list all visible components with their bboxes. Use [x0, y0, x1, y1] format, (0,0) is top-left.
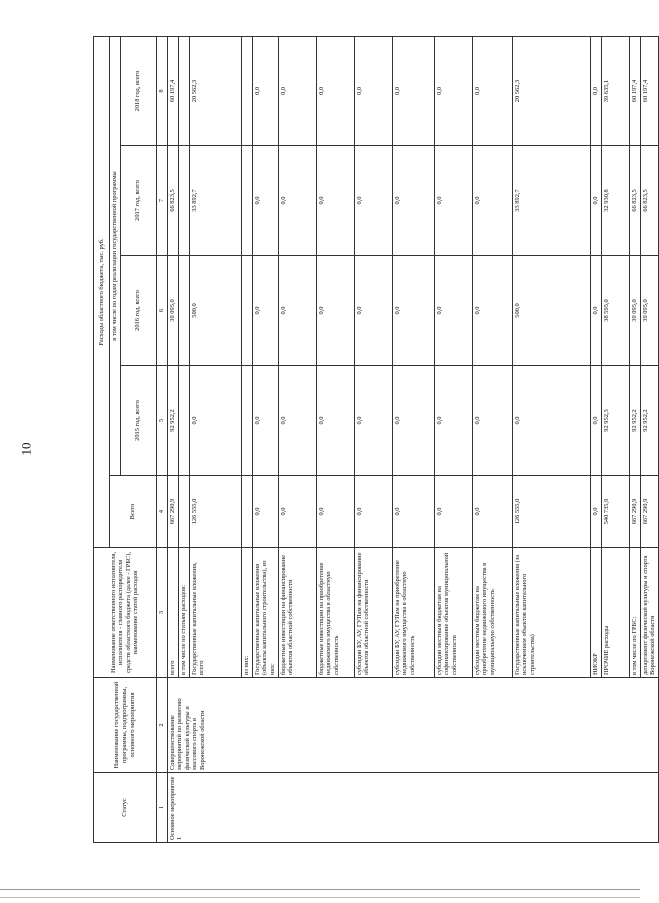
row-2018: 60 197,4 — [640, 36, 658, 145]
table-row — [167, 36, 178, 842]
column-numbers-row — [156, 36, 167, 842]
row-total: 0,0 — [434, 476, 472, 548]
page-number: 10 — [18, 442, 34, 456]
header-total: Всего — [110, 476, 157, 548]
row-2015: 0,0 — [590, 366, 601, 476]
row-2015: 0,0 — [189, 366, 241, 476]
row-2016: 500,0 — [189, 256, 241, 366]
row-2015: 92 952,3 — [601, 366, 629, 476]
row-name: субсидии местным бюджетам на софинансирование объектов муниципальной собственности — [434, 548, 472, 678]
row-2017: 66 823,5 — [629, 146, 640, 256]
row-2016: 38 595,0 — [601, 256, 629, 366]
row-2018: 60 197,4 — [629, 36, 640, 145]
row-2017: 32 930,8 — [601, 146, 629, 256]
row-2017 — [241, 146, 252, 256]
row-2015: 92 952,2 — [629, 366, 640, 476]
column-number: 1 — [156, 773, 167, 843]
header-program-name: Наименование государственной программы, подпрограммы, основного мероприятия — [94, 678, 157, 773]
row-2017: 0,0 — [278, 146, 316, 256]
row-2016: 0,0 — [434, 256, 472, 366]
row-2018: 0,0 — [316, 36, 354, 145]
column-number: 6 — [156, 256, 167, 366]
row-name: субсидии местным бюджетам на приобретение недвижимого имущества в муниципальную собственность — [472, 548, 512, 678]
scan-edge-line — [0, 897, 640, 898]
status-cell: Основное мероприятие 1 — [167, 773, 658, 843]
row-2017: 0,0 — [472, 146, 512, 256]
column-number: 2 — [156, 678, 167, 773]
row-2017: 0,0 — [434, 146, 472, 256]
row-total: 0,0 — [252, 476, 278, 548]
row-name: бюджетные инвестиции на финансирование объектов областной собственности — [278, 548, 316, 678]
scan-edge-line — [0, 889, 640, 890]
row-2018: 0,0 — [252, 36, 278, 145]
row-2018 — [241, 36, 252, 145]
row-2015 — [241, 366, 252, 476]
row-2016: 0,0 — [278, 256, 316, 366]
rotated-table-container — [93, 37, 657, 843]
row-total: 667 290,9 — [167, 476, 178, 548]
row-2015: 0,0 — [354, 366, 392, 476]
budget-table — [93, 36, 659, 843]
row-2016: 39 095,0 — [167, 256, 178, 366]
row-2018: 39 635,1 — [601, 36, 629, 145]
row-total: 0,0 — [278, 476, 316, 548]
row-2016: 39 095,0 — [629, 256, 640, 366]
column-number: 4 — [156, 476, 167, 548]
row-2018: 20 562,3 — [512, 36, 590, 145]
row-name: бюджетные инвестиции на приобретение недвижимого имущества в областную собственность — [316, 548, 354, 678]
row-2017: 0,0 — [392, 146, 434, 256]
header-status: Статус — [94, 773, 157, 843]
row-name: ПРОЧИЕ расходы — [601, 548, 629, 678]
row-name: департамент физической культуры и спорта Воронежской области — [640, 548, 658, 678]
row-2015: 0,0 — [278, 366, 316, 476]
column-number: 7 — [156, 146, 167, 256]
row-2016: 0,0 — [354, 256, 392, 366]
row-2016: 0,0 — [472, 256, 512, 366]
column-number: 8 — [156, 36, 167, 145]
row-name: в том числе по ГРБС: — [629, 548, 640, 678]
row-name: всего — [167, 548, 178, 678]
header-2017: 2017 год, всего — [120, 146, 156, 256]
row-2016: 500,0 — [512, 256, 590, 366]
header-expenses-group: Расходы областного бюджета, тыс. руб. — [94, 36, 110, 547]
row-2017: 66 823,5 — [640, 146, 658, 256]
row-2017: 0,0 — [252, 146, 278, 256]
row-2018: 0,0 — [434, 36, 472, 145]
row-2015: 92 952,2 — [640, 366, 658, 476]
row-2016: 0,0 — [590, 256, 601, 366]
row-total: 0,0 — [354, 476, 392, 548]
row-2018: 20 562,3 — [189, 36, 241, 145]
row-2017 — [178, 146, 189, 256]
row-total — [241, 476, 252, 548]
row-2018: 0,0 — [472, 36, 512, 145]
row-name: субсидии БУ, АУ, ГУПам на финансирование объектов областной собственности — [354, 548, 392, 678]
row-2016: 0,0 — [392, 256, 434, 366]
row-2015: 0,0 — [392, 366, 434, 476]
row-name: НИОКР — [590, 548, 601, 678]
row-2016 — [178, 256, 189, 366]
row-2016: 0,0 — [252, 256, 278, 366]
header-2015: 2015 год, всего — [120, 366, 156, 476]
header-executor-name: Наименование ответственного исполнителя, исполнителя - главного распорядителя средств областного бюджета (далее - ГРБС), наименование статей расходов — [94, 548, 157, 678]
row-2018: 0,0 — [392, 36, 434, 145]
row-2015 — [178, 366, 189, 476]
program-cell: Совершенствование мероприятий по развитию физической культуры и массового спорта в Воронежской области — [167, 678, 658, 773]
row-name: субсидии БУ, АУ, ГУПам на приобретение недвижимого имущества в областную собственность — [392, 548, 434, 678]
row-2018: 0,0 — [278, 36, 316, 145]
row-total: 0,0 — [472, 476, 512, 548]
row-2017: 33 892,7 — [512, 146, 590, 256]
row-2018: 0,0 — [590, 36, 601, 145]
row-2015: 0,0 — [434, 366, 472, 476]
row-2017: 66 823,5 — [167, 146, 178, 256]
row-2017: 33 892,7 — [189, 146, 241, 256]
row-total: 126 555,0 — [189, 476, 241, 548]
row-2015: 0,0 — [472, 366, 512, 476]
row-total: 540 735,9 — [601, 476, 629, 548]
row-2018: 60 197,4 — [167, 36, 178, 145]
row-total: 667 290,9 — [640, 476, 658, 548]
row-name: Государственные капитальные вложения (за исключением объектов капитального строительства) — [512, 548, 590, 678]
row-2016 — [241, 256, 252, 366]
row-2015: 0,0 — [252, 366, 278, 476]
row-2017: 0,0 — [316, 146, 354, 256]
header-2018: 2018 год, всего — [120, 36, 156, 145]
row-total: 0,0 — [316, 476, 354, 548]
row-total: 0,0 — [392, 476, 434, 548]
row-total: 667 290,9 — [629, 476, 640, 548]
row-name: Государственные капитальные вложения (объекты капитального строительства), из них: — [252, 548, 278, 678]
row-2017: 0,0 — [590, 146, 601, 256]
header-2016: 2016 год, всего — [120, 256, 156, 366]
row-total — [178, 476, 189, 548]
row-total: 0,0 — [590, 476, 601, 548]
row-2015: 92 952,2 — [167, 366, 178, 476]
column-number: 3 — [156, 548, 167, 678]
row-2015: 0,0 — [512, 366, 590, 476]
column-number: 5 — [156, 366, 167, 476]
row-name: Государственные капитальные вложения, всего — [189, 548, 241, 678]
row-2016: 39 095,0 — [640, 256, 658, 366]
row-name: в том числе по статьям расходов: — [178, 548, 189, 678]
row-2018 — [178, 36, 189, 145]
row-name: из них: — [241, 548, 252, 678]
row-2017: 0,0 — [354, 146, 392, 256]
row-2015: 0,0 — [316, 366, 354, 476]
header-years-group: в том числе по годам реализации государственной программы — [110, 36, 121, 475]
row-2016: 0,0 — [316, 256, 354, 366]
row-2018: 0,0 — [354, 36, 392, 145]
row-total: 126 555,0 — [512, 476, 590, 548]
